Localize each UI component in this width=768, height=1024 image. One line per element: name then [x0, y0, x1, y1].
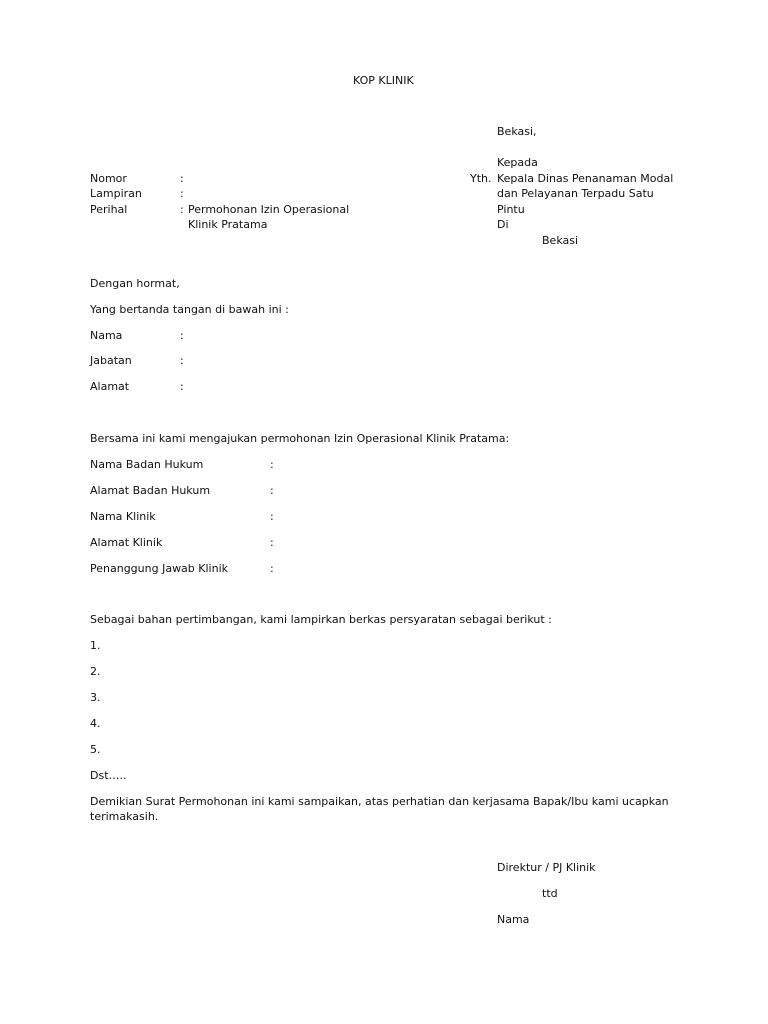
lampiran-colon: : [180, 187, 184, 200]
clinic-field-colon: : [270, 562, 274, 575]
greeting: Dengan hormat, [90, 277, 180, 290]
clinic-field-colon: : [270, 510, 274, 523]
letter-place: Bekasi, [497, 125, 537, 138]
request-intro: Bersama ini kami mengajukan permohonan Izin Operasional Klinik Pratama: [90, 432, 510, 445]
letterhead-title: KOP KLINIK [353, 74, 414, 87]
list-item: 2. [90, 665, 101, 678]
recipient-kepada: Kepada [497, 156, 538, 169]
clinic-field-colon: : [270, 458, 274, 471]
signer-field-colon: : [180, 380, 184, 393]
signer-field-label: Nama [90, 329, 123, 342]
list-item: 3. [90, 691, 101, 704]
perihal-colon: : [180, 203, 184, 216]
signer-field-label: Alamat [90, 380, 130, 393]
clinic-field-colon: : [270, 536, 274, 549]
clinic-field-label: Penanggung Jawab Klinik [90, 562, 229, 575]
recipient-line-3: Pintu [497, 203, 525, 216]
list-etc: Dst….. [90, 769, 127, 782]
clinic-field-label: Nama Klinik [90, 510, 156, 523]
list-item: 5. [90, 743, 101, 756]
clinic-field-colon: : [270, 484, 274, 497]
signature-ttd: ttd [542, 887, 558, 900]
closing-line-2: terimakasih. [90, 810, 159, 823]
lampiran-label: Lampiran [90, 187, 142, 200]
perihal-value-line-1: Permohonan Izin Operasional [188, 203, 350, 216]
recipient-line-2: dan Pelayanan Terpadu Satu [497, 187, 654, 200]
signer-field-colon: : [180, 354, 184, 367]
recipient-line-1: Kepala Dinas Penanaman Modal [497, 172, 674, 185]
list-item: 4. [90, 717, 101, 730]
signer-field-label: Jabatan [90, 354, 132, 367]
list-item: 1. [90, 639, 101, 652]
nomor-label: Nomor [90, 172, 127, 185]
attachment-intro: Sebagai bahan pertimbangan, kami lampirkan berkas persyaratan sebagai berikut : [90, 613, 552, 626]
recipient-yth: Yth. [470, 172, 492, 185]
intro-text: Yang bertanda tangan di bawah ini : [90, 303, 289, 316]
nomor-colon: : [180, 172, 184, 185]
closing-line-1: Demikian Surat Permohonan ini kami sampaikan, atas perhatian dan kerjasama Bapak/Ibu kami ucapkan [90, 795, 669, 808]
perihal-label: Perihal [90, 203, 128, 216]
clinic-field-label: Alamat Badan Hukum [90, 484, 211, 497]
signer-field-colon: : [180, 329, 184, 342]
clinic-field-label: Alamat Klinik [90, 536, 163, 549]
recipient-di: Di [497, 218, 509, 231]
signature-name: Nama [497, 913, 530, 926]
perihal-value-line-2: Klinik Pratama [188, 218, 268, 231]
clinic-field-label: Nama Badan Hukum [90, 458, 204, 471]
signature-title: Direktur / PJ Klinik [497, 861, 596, 874]
recipient-city: Bekasi [542, 234, 579, 247]
